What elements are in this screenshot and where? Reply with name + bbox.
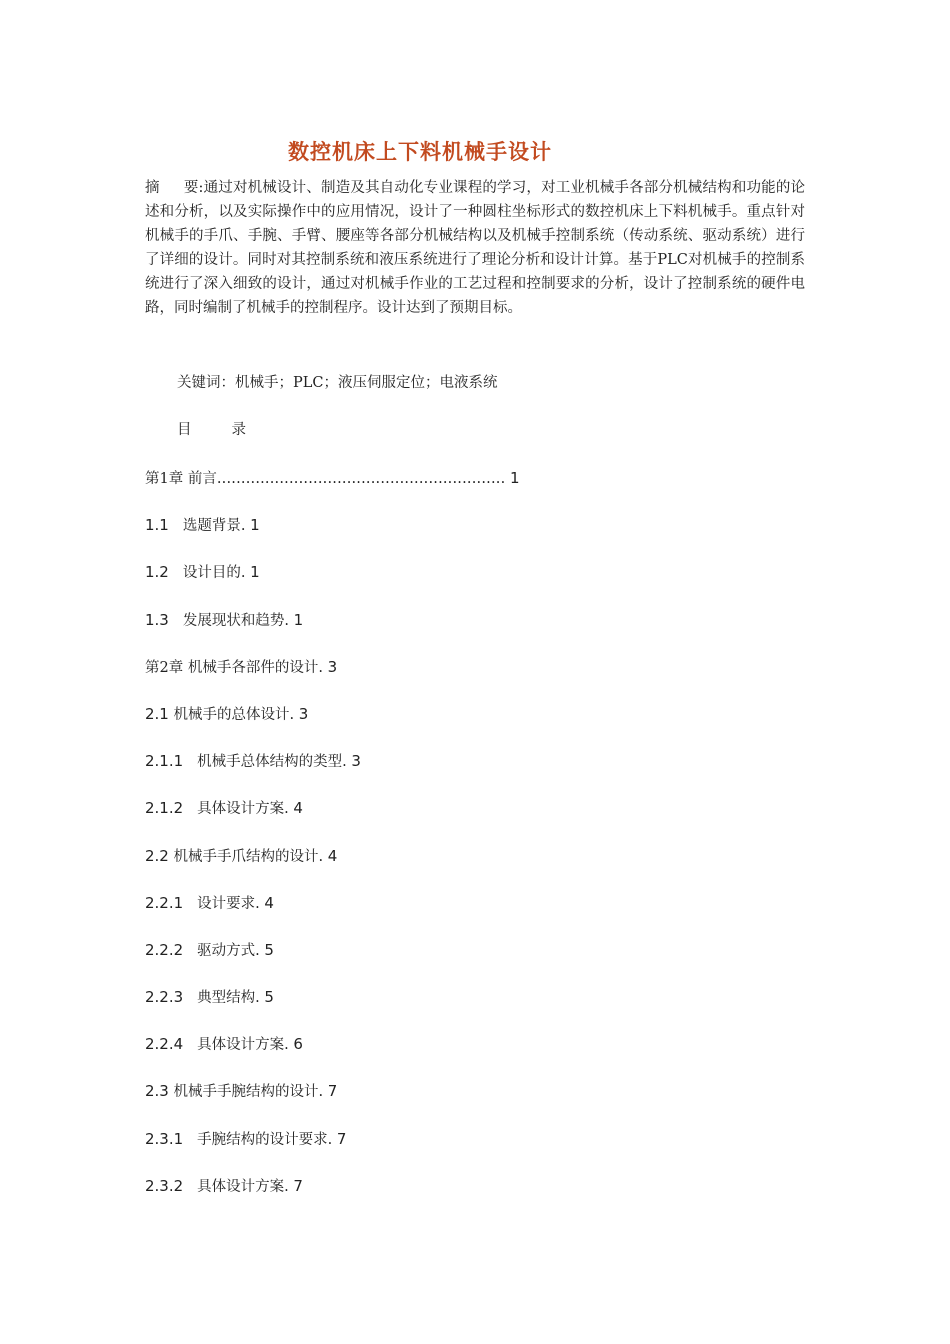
toc-entry[interactable]	[145, 560, 805, 607]
toc-entry-page: 4	[264, 893, 274, 912]
toc-entry[interactable]	[145, 1174, 805, 1221]
toc-entry[interactable]	[145, 938, 805, 985]
toc-entry-label: 具体设计方案.	[197, 1037, 289, 1054]
toc-heading-a: 目	[177, 422, 192, 438]
document-title: 数控机床上下料机械手设计	[288, 140, 552, 164]
toc-entry-label: 设计要求.	[197, 895, 260, 912]
toc-entry-page: 4	[293, 799, 303, 818]
toc-entry-label: 具体设计方案.	[197, 801, 289, 818]
toc-entry-number: 2.1.2	[145, 799, 184, 818]
toc-heading	[177, 418, 246, 442]
toc-entry-page: 1	[293, 610, 304, 629]
toc-entry-label: 发展现状和趋势.	[182, 612, 289, 629]
toc-entry[interactable]	[145, 796, 805, 843]
toc-entry-page: 3	[351, 752, 361, 771]
toc-entry-number: 2.2	[145, 846, 169, 865]
toc-entry-page: 1	[250, 563, 260, 582]
toc-entry-number: 2.1	[145, 704, 169, 723]
toc-entry-number: 2.2.1	[145, 893, 184, 912]
toc-entry-page: 7	[327, 1082, 338, 1101]
abstract-label-b: 要:	[183, 180, 204, 196]
toc-entry[interactable]	[145, 1127, 805, 1174]
toc-entry-number: 2.2.3	[145, 988, 184, 1007]
toc-entry-number: 2.3.1	[145, 1129, 184, 1148]
toc-entry-label: 机械手总体结构的类型.	[197, 754, 347, 771]
toc-entry[interactable]	[145, 844, 805, 891]
toc-entry-number: 2.2.4	[145, 1035, 184, 1054]
toc-entry-number: 2.1.1	[145, 752, 184, 771]
toc-entry-number: 2.3	[145, 1082, 169, 1101]
keywords-line: 关键词：机械手；PLC；液压伺服定位；电液系统	[177, 375, 498, 391]
toc-entry-leader: ............................................................	[216, 471, 506, 487]
toc-heading-b: 录	[231, 422, 246, 438]
toc-entry-label: 第1章 前言	[145, 471, 217, 487]
abstract-paragraph	[145, 176, 805, 320]
toc-entry-page: 6	[293, 1035, 303, 1054]
table-of-contents	[145, 466, 805, 1221]
toc-entry-number: 1.3	[145, 610, 169, 629]
toc-entry-page: 5	[264, 940, 274, 959]
toc-entry[interactable]	[145, 702, 805, 749]
toc-entry-label: 选题背景.	[182, 518, 246, 535]
toc-entry-page: 3	[298, 704, 309, 723]
toc-entry-page: 7	[336, 1129, 347, 1148]
toc-entry-page: 1	[510, 469, 520, 487]
toc-entry-label: 驱动方式.	[197, 942, 260, 959]
toc-entry[interactable]	[145, 655, 805, 702]
toc-entry-label: 第2章 机械手各部件的设计.	[145, 659, 323, 676]
toc-entry-number: 2.2.2	[145, 940, 184, 959]
toc-entry[interactable]	[145, 1032, 805, 1079]
toc-entry[interactable]	[145, 513, 805, 560]
abstract-label-a: 摘	[145, 180, 160, 196]
toc-entry[interactable]	[145, 1079, 805, 1126]
toc-entry[interactable]	[145, 749, 805, 796]
toc-entry-page: 5	[264, 988, 274, 1007]
toc-entry[interactable]	[145, 985, 805, 1032]
toc-entry-number: 1.1	[145, 516, 169, 535]
toc-entry-label: 机械手的总体设计.	[173, 706, 295, 723]
toc-entry-label: 设计目的.	[182, 565, 246, 582]
toc-entry-label: 具体设计方案.	[197, 1178, 289, 1195]
toc-entry-label: 手腕结构的设计要求.	[197, 1131, 333, 1148]
toc-entry[interactable]	[145, 891, 805, 938]
abstract-text: 通过对机械设计、制造及其自动化专业课程的学习，对工业机械手各部分机械结构和功能的论述和分析，以及实际操作中的应用情况，设计了一种圆柱坐标形式的数控机床上下料机械手。重点针对机械手的手爪、手腕、手臂、腰座等各部分机械结构以及机械手控制系统（传动系统、驱动系统）进行了详细的设计。同时对其控制系统和液压系统进行了理论分析和设计计算。基于PLC对机械手的控制系统进行了深入细致的设计，通过对机械手作业的工艺过程和控制要求的分析，设计了控制系统的硬件电路，同时编制了机械手的控制程序。设计达到了预期目标。	[145, 180, 806, 316]
toc-entry-page: 1	[250, 516, 260, 535]
toc-entry-label: 典型结构.	[197, 990, 260, 1007]
toc-entry-page: 4	[327, 846, 338, 865]
toc-entry[interactable]	[145, 608, 805, 655]
toc-entry-label: 机械手手爪结构的设计.	[173, 848, 324, 865]
toc-entry-page: 3	[327, 657, 338, 676]
toc-entry-number: 1.2	[145, 563, 169, 582]
toc-entry-page: 7	[293, 1176, 303, 1195]
toc-entry-number: 2.3.2	[145, 1176, 184, 1195]
toc-entry[interactable]	[145, 466, 805, 513]
toc-entry-label: 机械手手腕结构的设计.	[173, 1084, 324, 1101]
